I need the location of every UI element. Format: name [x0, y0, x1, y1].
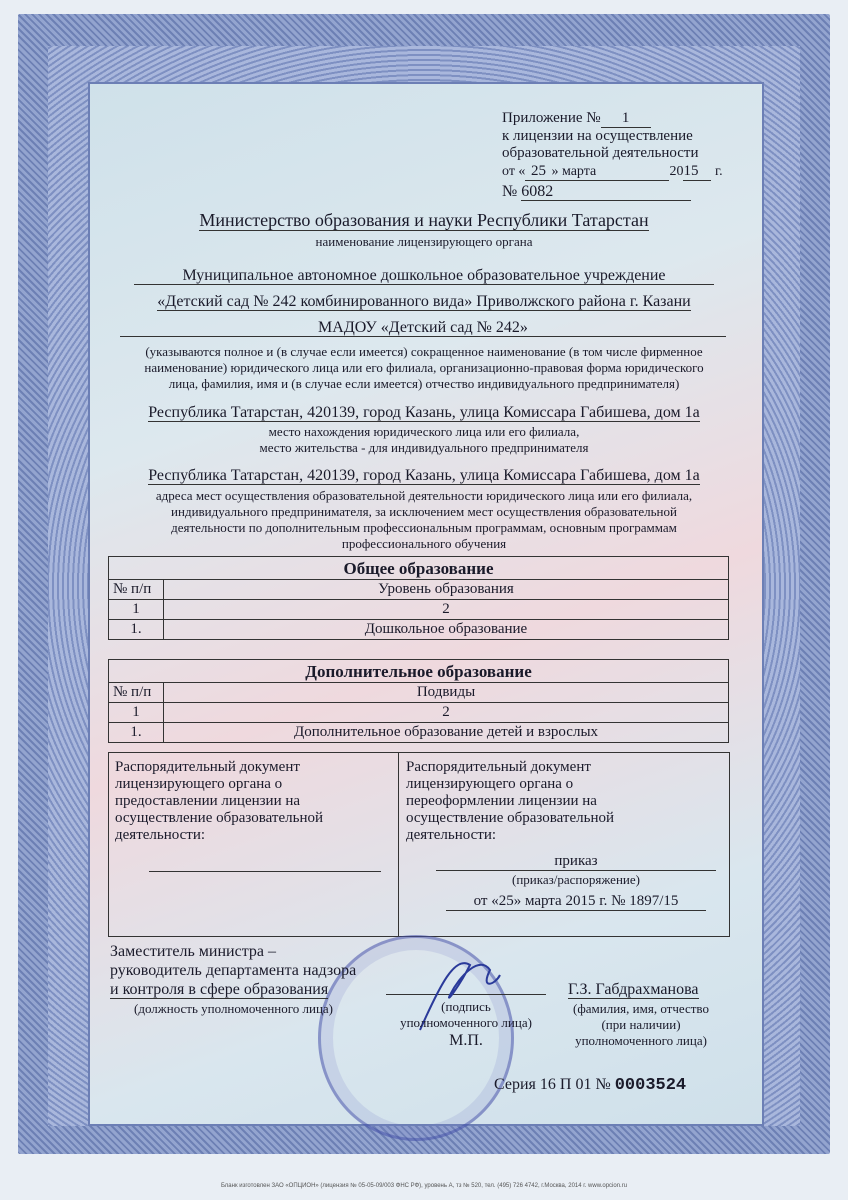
row-number: 1.	[109, 723, 164, 743]
orders-box	[108, 752, 730, 937]
series-label: Серия 16 П 01 №	[494, 1076, 611, 1093]
col-index: 2	[164, 703, 729, 723]
org-short-name: МАДОУ «Детский сад № 242»	[120, 319, 726, 337]
order-reference: от «25» марта 2015 г. № 1897/15	[446, 893, 706, 911]
name-hint-3: уполномоченного лица)	[575, 1033, 707, 1048]
series-number: 0003524	[614, 1076, 687, 1095]
grant-order-blank	[149, 871, 381, 872]
additional-education-table	[108, 659, 729, 743]
location-hint-1: место нахождения юридического лица или его филиала,	[268, 424, 580, 439]
col-header-number: № п/п	[109, 580, 164, 600]
position-hint: (должность уполномоченного лица)	[134, 1001, 334, 1016]
order-type: приказ	[436, 853, 716, 871]
year-suffix: г.	[714, 164, 723, 179]
col-index: 1	[109, 703, 164, 723]
org-hint-3: лица, фамилия, имя и (в случае если имеется) отчество индивидуального предпринимателя)	[168, 376, 680, 391]
date-prefix: от «	[502, 164, 526, 179]
activity-hint-2: индивидуального предпринимателя, за исключением мест осуществления образовательной	[171, 504, 677, 519]
license-year: 15	[683, 163, 711, 181]
name-hint-1: (фамилия, имя, отчество	[573, 1001, 709, 1016]
authority-name: Министерство образования и науки Республики Татарстан	[199, 210, 649, 230]
authority-hint: наименование лицензирующего органа	[315, 234, 533, 249]
activity-hint-3: деятельности по дополнительным профессиональным программам, основным программам	[171, 520, 677, 535]
license-number: 6082	[521, 183, 691, 201]
grant-order-text: Распорядительный документ лицензирующего органа о предоставлении лицензии на осуществление образовательной деятельности:	[115, 759, 395, 942]
col-index: 2	[164, 600, 729, 620]
col-header-level: Уровень образования	[164, 580, 729, 600]
general-education-table	[108, 556, 729, 640]
col-index: 1	[109, 600, 164, 620]
form-printer-footer: Бланк изготовлен ЗАО «ОПЦИОН» (лицензия № 05-05-09/003 ФНС РФ), уровень А, тз № 520, тел. (495) 726 4742, г.Москва, 2014 г. www.opcion.ru	[220, 1183, 628, 1189]
seal-mark: М.П.	[449, 1032, 483, 1049]
reissue-order-text: Распорядительный документ лицензирующего органа о переоформлении лицензии на осуществление образовательной деятельности: приказ (приказ/распоряжение) от «25» марта 2015 г. № 1897/15	[406, 759, 724, 942]
org-hint-2: наименование) юридического лица или его филиала, организационно-правовая форма юридического	[144, 360, 704, 375]
name-hint-2: (при наличии)	[601, 1017, 681, 1032]
col-header-number: № п/п	[109, 683, 164, 703]
row-number: 1.	[109, 620, 164, 640]
license-month: » марта	[551, 163, 669, 181]
order-type-hint: (приказ/распоряжение)	[512, 872, 640, 887]
appendix-line2: к лицензии на осуществление	[502, 128, 693, 144]
row-value: Дополнительное образование детей и взрослых	[164, 723, 729, 743]
appendix-label: Приложение №	[502, 110, 601, 126]
col-header-subtypes: Подвиды	[164, 683, 729, 703]
signer-position-3: и контроля в сфере образования	[110, 981, 329, 998]
table-title: Дополнительное образование	[109, 660, 729, 683]
location-hint-2: место жительства - для индивидуального предпринимателя	[259, 440, 589, 455]
num-label: №	[502, 183, 518, 200]
year-prefix: 20	[669, 164, 684, 179]
org-name-line1: Муниципальное автономное дошкольное образовательное учреждение	[134, 267, 714, 285]
row-value: Дошкольное образование	[164, 620, 729, 640]
signer-name: Г.З. Габдрахманова	[568, 981, 699, 998]
org-name-line2: «Детский сад № 242 комбинированного вида» Приволжского района г. Казани	[157, 293, 691, 310]
appendix-line3: образовательной деятельности	[502, 145, 699, 161]
sign-hint-2: уполномоченного лица)	[400, 1015, 532, 1030]
appendix-number: 1	[601, 110, 651, 128]
table-title: Общее образование	[109, 557, 729, 580]
license-day: 25	[525, 163, 551, 181]
location-address: Республика Татарстан, 420139, город Казань, улица Комиссара Габишева, дом 1а	[148, 404, 700, 421]
activity-hint-1: адреса мест осуществления образовательной деятельности юридического лица или его филиала,	[155, 488, 693, 503]
activity-hint-4: профессионального обучения	[341, 536, 507, 551]
table-row	[109, 620, 729, 640]
activity-address: Республика Татарстан, 420139, город Казань, улица Комиссара Габишева, дом 1а	[148, 467, 700, 484]
signer-position-2: руководитель департамента надзора	[110, 962, 357, 979]
table-row	[109, 723, 729, 743]
signer-position-1: Заместитель министра –	[110, 943, 276, 960]
sign-hint-1: (подпись	[441, 999, 491, 1014]
box-divider	[398, 753, 399, 936]
org-hint-1: (указываются полное и (в случае если имеется) сокращенное наименование (в том числе фирменное	[145, 344, 703, 359]
